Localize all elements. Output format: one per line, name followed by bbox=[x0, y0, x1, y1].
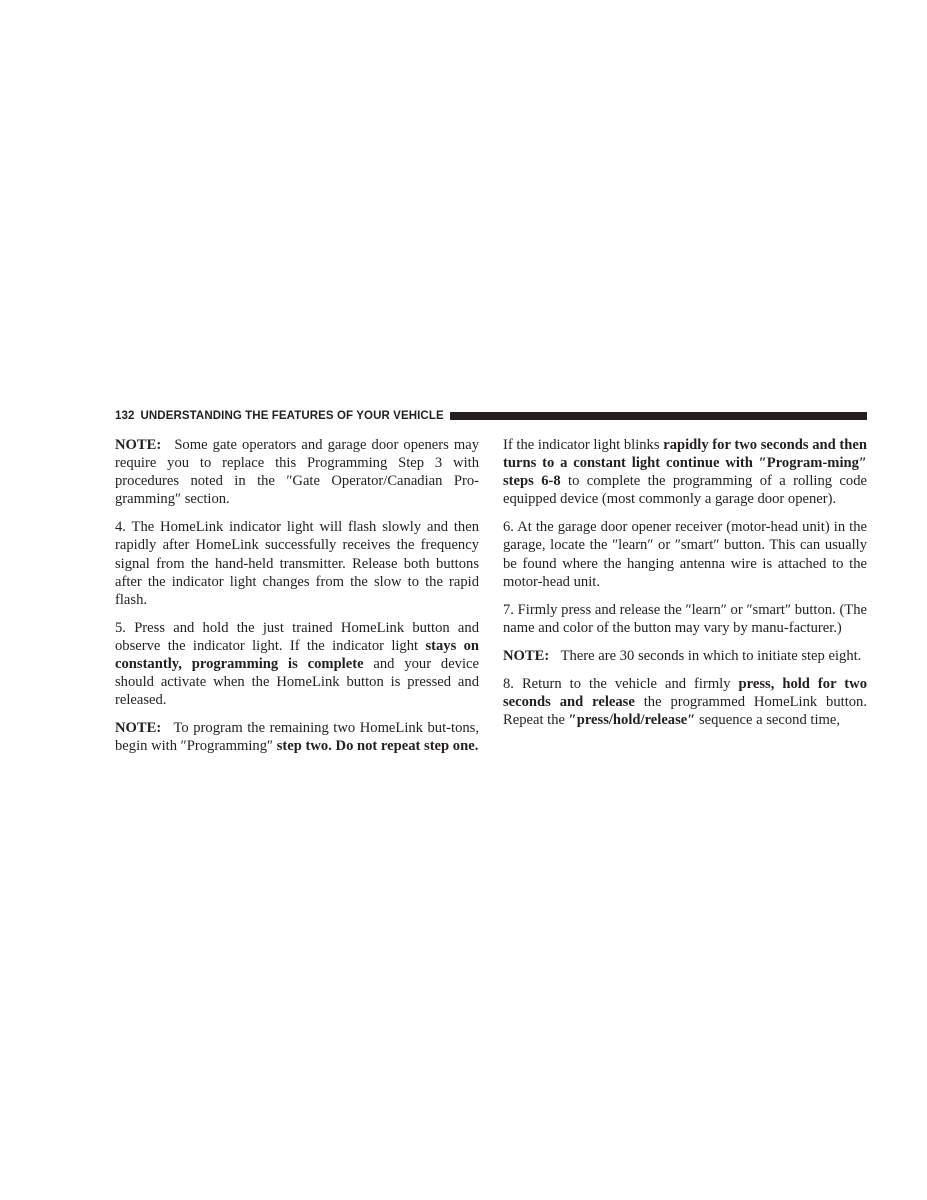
step-8-paragraph bbox=[503, 675, 867, 729]
note-text: Some gate operators and garage door openers may require you to replace this Programming Step 3 with procedures noted in the ″Gate Operator/Canadian Pro-gramming″ section. bbox=[115, 437, 479, 508]
note-bold: step two. Do not repeat step one. bbox=[276, 738, 479, 755]
rolling-code-text-a: If the indicator light blinks bbox=[503, 437, 660, 453]
section-title: UNDERSTANDING THE FEATURES OF YOUR VEHICLE bbox=[140, 410, 444, 422]
step-5-text-b: and your device should activate when the HomeLink button is pressed and released. bbox=[115, 656, 479, 709]
right-column bbox=[503, 436, 867, 739]
step-7-text: 7. Firmly press and release the ″learn″ or ″smart″ button. (The name and color of the button may vary by manu-facturer.) bbox=[503, 601, 867, 636]
header-rule bbox=[450, 412, 867, 420]
step-6-paragraph bbox=[503, 518, 867, 590]
page-number: 132 bbox=[115, 410, 135, 422]
step-8-text-a: 8. Return to the vehicle and firmly bbox=[503, 676, 731, 693]
step-8-bold-a: press, hold for two seconds and release bbox=[503, 676, 867, 711]
note-text: To program the remaining two HomeLink but-tons, begin with ″Programming″ bbox=[115, 720, 479, 755]
note-paragraph-3 bbox=[503, 647, 867, 665]
step-8-text-c: sequence a second time, bbox=[698, 712, 840, 729]
step-8-text-b: the programmed HomeLink button. Repeat the bbox=[503, 694, 867, 729]
step-5-bold: stays on constantly, programming is complete bbox=[115, 637, 480, 673]
note-label: NOTE: bbox=[503, 647, 550, 664]
note-label: NOTE: bbox=[115, 720, 162, 737]
step-7-paragraph bbox=[503, 601, 867, 637]
page-header bbox=[115, 408, 867, 424]
rolling-code-text-b: to complete the programming of a rolling code equipped device (most commonly a garage door opener). bbox=[503, 473, 867, 508]
step-5-paragraph bbox=[115, 619, 479, 709]
rolling-code-paragraph bbox=[503, 436, 867, 508]
note-paragraph-1 bbox=[115, 436, 479, 508]
note-paragraph-2 bbox=[115, 719, 479, 755]
note-label: NOTE: bbox=[115, 437, 162, 453]
step-5-text-a: 5. Press and hold the just trained HomeLink button and observe the indicator light. If the indicator light bbox=[115, 619, 479, 654]
step-8-bold-b: ″press/hold/release″ bbox=[568, 712, 696, 729]
note-text: There are 30 seconds in which to initiate step eight. bbox=[560, 647, 862, 664]
step-6-text: 6. At the garage door opener receiver (motor-head unit) in the garage, locate the ″learn″ or ″smart″ button. This can usually be found where the hanging antenna wire is attached to the motor-head unit. bbox=[503, 519, 867, 590]
step-4-paragraph bbox=[115, 518, 479, 608]
step-4-text: 4. The HomeLink indicator light will flash slowly and then rapidly after HomeLink successfully receives the frequency signal from the hand-held transmitter. Release both buttons after the indicator light changes from the slow to the rapid flash. bbox=[115, 519, 479, 608]
rolling-code-bold: rapidly for two seconds and then turns to a constant light continue with ″Program-ming″ steps 6-8 bbox=[503, 437, 867, 490]
left-column bbox=[115, 436, 479, 766]
